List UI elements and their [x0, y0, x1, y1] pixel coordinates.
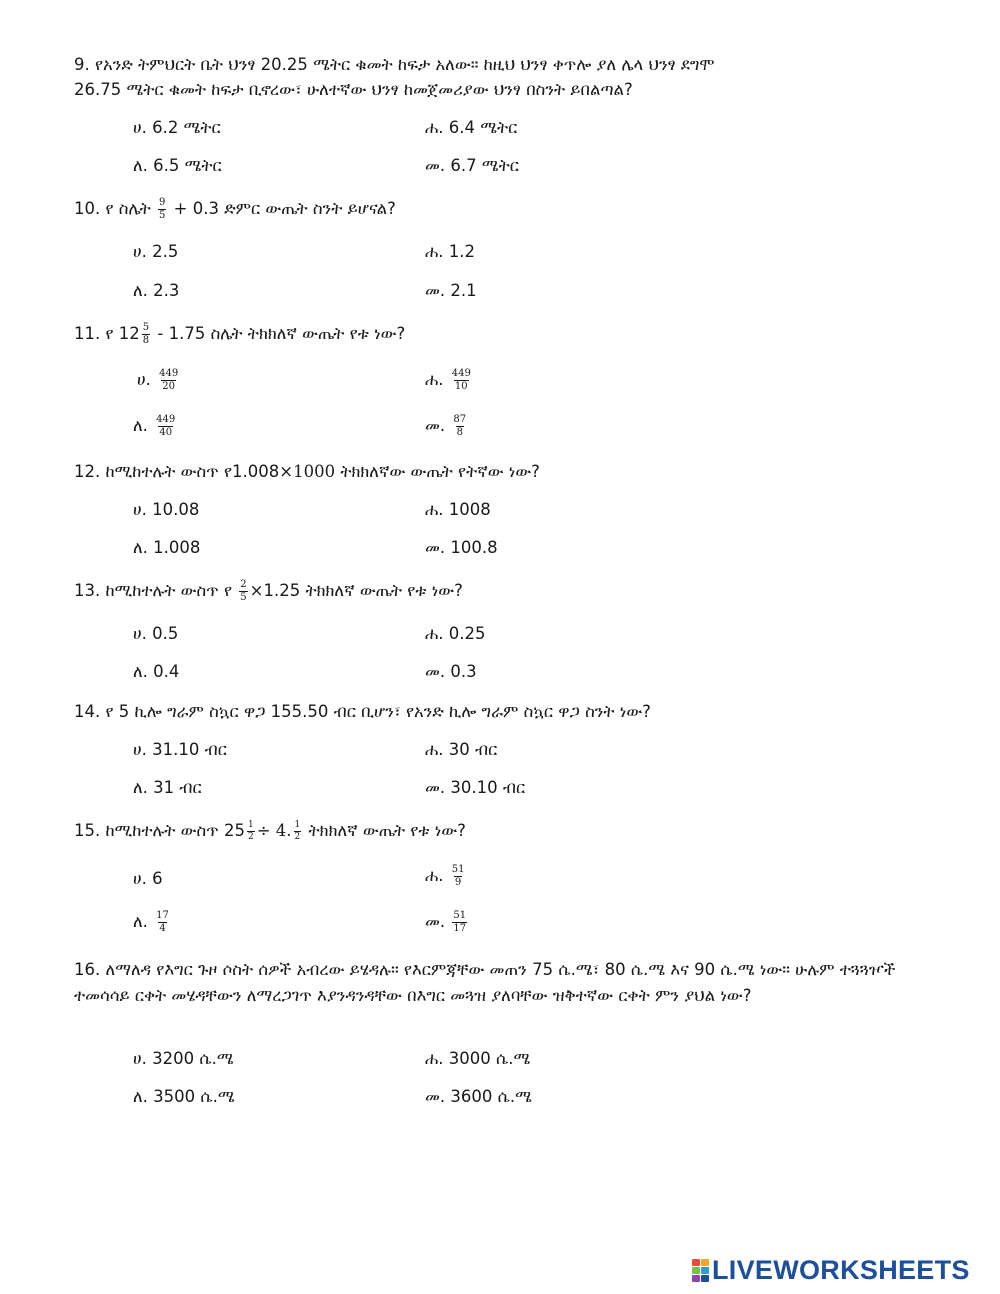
q10-text-post: + 0.3 ድምር ውጤት ስንት ይሆናል?: [173, 199, 396, 218]
q9-option-d[interactable]: መ. 6.7 ሜትር: [425, 156, 519, 175]
q15-option-d-fraction: $\frac{51}{17}$: [453, 910, 467, 934]
q12-multiplier: 1000: [293, 462, 336, 481]
q15-option-b[interactable]: ሐ. $\frac{51}{9}$: [425, 864, 465, 888]
q12-text-pre: 12. ከሚከተሉት ውስጥ የ1.008×: [74, 462, 294, 481]
q15-operator: ÷ 4.: [256, 821, 292, 840]
q11-option-b[interactable]: ሐ. $\frac{449}{10}$: [425, 368, 471, 392]
q15-option-c-fraction: $\frac{17}{4}$: [156, 910, 169, 934]
q15-option-c[interactable]: ለ. $\frac{17}{4}$: [133, 910, 169, 934]
question-10: [74, 196, 934, 222]
q13-option-d[interactable]: መ. 0.3: [425, 662, 477, 681]
q10-option-a[interactable]: ሀ. 2.5: [133, 242, 179, 261]
q14-option-c[interactable]: ለ. 31 ብር: [133, 778, 202, 797]
q12-option-d[interactable]: መ. 100.8: [425, 538, 498, 557]
q11-option-a-fraction: $\frac{449}{20}$: [159, 368, 179, 392]
q11-option-a[interactable]: ሀ. $\frac{449}{20}$: [137, 368, 179, 392]
q16-option-b[interactable]: ሐ. 3000 ሴ.ሜ: [425, 1049, 531, 1068]
logo-blocks-icon: [692, 1259, 709, 1282]
q10-text-pre: 10. የ ስሌት: [74, 199, 151, 218]
liveworksheets-logo: [692, 1255, 970, 1285]
q11-option-c[interactable]: ለ. $\frac{449}{40}$: [133, 414, 176, 438]
q10-option-d[interactable]: መ. 2.1: [425, 281, 477, 300]
q14-option-d[interactable]: መ. 30.10 ብር: [425, 778, 526, 797]
q15-option-b-fraction: $\frac{51}{9}$: [451, 864, 465, 888]
q13-option-c[interactable]: ለ. 0.4: [133, 662, 180, 681]
q9-option-b[interactable]: ሐ. 6.4 ሜትር: [425, 118, 518, 137]
q12-text-post: ትክክለኛው ውጤት የትኛው ነው?: [340, 462, 540, 481]
q15-text-post: ትክክለኛ ውጤት የቱ ነው?: [308, 821, 466, 840]
question-9-line-1: 9. የአንድ ትምህርት ቤት ህንፃ 20.25 ሜትር ቁመት ከፍታ አለው። ከዚህ ህንፃ ቀጥሎ ያለ ሌላ ህንፃ ደግሞ: [74, 55, 715, 74]
q15-fraction-1: $\frac{1}{2}$: [247, 820, 254, 842]
question-11: [74, 321, 934, 347]
question-13: [74, 578, 934, 604]
q13-text-post: ×1.25 ትክክለኛ ውጤት የቱ ነው?: [249, 581, 463, 600]
q11-option-b-fraction: $\frac{449}{10}$: [451, 368, 471, 392]
question-15: [74, 818, 934, 843]
q15-fraction-2: $\frac{1}{2}$: [294, 820, 301, 842]
q16-option-d[interactable]: መ. 3600 ሴ.ሜ: [425, 1087, 532, 1106]
q12-option-c[interactable]: ለ. 1.008: [133, 538, 201, 557]
question-9-line-2: 26.75 ሜትር ቁመት ከፍታ ቢኖረው፣ ሁለተኛው ህንፃ ከመጀመሪያው ህንፃ በስንት ይበልጣል?: [74, 80, 633, 99]
q13-option-a[interactable]: ሀ. 0.5: [133, 624, 179, 643]
q14-option-b[interactable]: ሐ. 30 ብር: [425, 740, 498, 759]
q9-option-a[interactable]: ሀ. 6.2 ሜትር: [133, 118, 221, 137]
q15-option-a[interactable]: ሀ. 6: [133, 869, 163, 888]
q13-option-b[interactable]: ሐ. 0.25: [425, 624, 486, 643]
q14-option-a[interactable]: ሀ. 31.10 ብር: [133, 740, 227, 759]
brand-name: LIVEWORKSHEETS: [712, 1254, 970, 1285]
q13-fraction: $\frac{2}{5}$: [240, 579, 247, 603]
question-16: 16. ለማለዳ የእግር ጉዞ ሶስት ሰዎች አብረው ይሄዳሉ። የእርምጃቸው መጠን 75 ሴ.ሜ፣ 80 ሴ.ሜ እና 90 ሴ.ሜ ነው። ሁሉም ተጓጓዦች ተመሳሳይ ርቀት መሄዳቸውን ለማረጋገጥ እያንዳንዳቸው በእግር መጓዝ ያለባቸው ዝቅተኛው ርቀት ምን ያህል ነው?: [74, 960, 896, 1005]
q9-option-c[interactable]: ለ. 6.5 ሜትር: [133, 156, 222, 175]
q10-option-c[interactable]: ለ. 2.3: [133, 281, 180, 300]
q11-option-d[interactable]: መ. $\frac{87}{8}$: [425, 414, 467, 438]
q11-text-pre: 11. የ 12: [74, 324, 140, 343]
question-12: [74, 459, 934, 484]
q13-text-pre: 13. ከሚከተሉት ውስጥ የ: [74, 581, 233, 600]
q12-option-b[interactable]: ሐ. 1008: [425, 500, 491, 519]
q16-option-a[interactable]: ሀ. 3200 ሴ.ሜ: [133, 1049, 234, 1068]
q11-option-d-fraction: $\frac{87}{8}$: [453, 414, 467, 438]
q10-fraction: $\frac{9}{5}$: [159, 197, 166, 221]
q15-option-d[interactable]: መ. $\frac{51}{17}$: [425, 910, 467, 934]
q16-option-c[interactable]: ለ. 3500 ሴ.ሜ: [133, 1087, 235, 1106]
q11-option-c-fraction: $\frac{449}{40}$: [156, 414, 176, 438]
q11-fraction: $\frac{5}{8}$: [142, 322, 150, 346]
q10-option-b[interactable]: ሐ. 1.2: [425, 242, 475, 261]
q12-option-a[interactable]: ሀ. 10.08: [133, 500, 200, 519]
q15-text-pre: 15. ከሚከተሉት ውስጥ 25: [74, 821, 245, 840]
q11-text-post: - 1.75 ስሌት ትክክለኛ ውጤት የቱ ነው?: [157, 324, 406, 343]
question-14: 14. የ 5 ኪሎ ግራም ስኳር ዋጋ 155.50 ብር ቢሆን፣ የአንድ ኪሎ ግራም ስኳር ዋጋ ስንት ነው?: [74, 702, 651, 721]
